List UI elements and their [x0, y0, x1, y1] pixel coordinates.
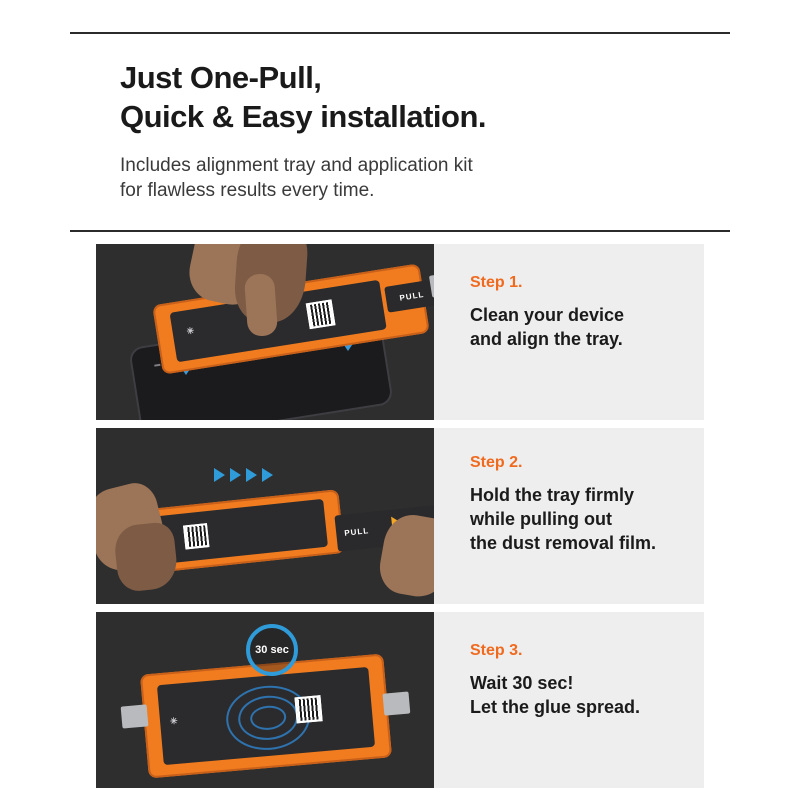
headline-line-1: Just One-Pull,: [120, 60, 322, 95]
arrow-right-icon: [214, 468, 225, 482]
step-label: Step 2.: [470, 454, 523, 471]
qr-code-icon: [183, 523, 209, 549]
arrow-right-icon: [262, 468, 273, 482]
step-1-photo: [96, 244, 434, 420]
step-desc-line-2: Let the glue spread.: [470, 696, 641, 717]
finger-illustration: [244, 273, 278, 337]
step-description: [470, 672, 704, 720]
step-desc-line-2: while pulling out: [470, 508, 612, 529]
hand-illustration: [113, 521, 180, 593]
step-2-photo: [96, 428, 434, 604]
subline-line-1: Includes alignment tray and application kit: [120, 154, 473, 176]
step-description: [470, 484, 704, 556]
qr-code-icon: [294, 695, 322, 723]
timer-icon: [246, 624, 298, 676]
arrow-right-icon: [246, 468, 257, 482]
header-section: [70, 32, 730, 232]
step-desc-line-2: and align the tray.: [470, 328, 623, 349]
timer-label: 30 sec: [255, 644, 289, 656]
step-desc-line-1: Hold the tray firmly: [470, 485, 635, 505]
step-row: [96, 428, 704, 604]
steps-list: [96, 244, 704, 796]
headline-line-2: Quick & Easy installation.: [120, 99, 487, 135]
arrow-right-icon: [230, 468, 241, 482]
step-desc-line-1: Wait 30 sec!: [470, 673, 574, 693]
step-3-text: [434, 612, 704, 788]
step-row: [96, 612, 704, 788]
step-2-text: [434, 428, 704, 604]
film-tab: [383, 691, 411, 715]
page-subtitle: [120, 153, 730, 204]
step-label: Step 1.: [470, 274, 523, 291]
film-tab: [121, 704, 149, 728]
pull-tab: [384, 279, 434, 313]
brand-logo-icon: ✳: [185, 325, 195, 337]
brand-logo-icon: ✳: [169, 715, 179, 727]
step-1-text: [434, 244, 704, 420]
direction-arrows: [214, 468, 278, 482]
pull-tab-label: PULL: [398, 289, 425, 303]
step-desc-line-1: Clean your device: [470, 305, 625, 325]
step-3-photo: [96, 612, 434, 788]
subline-line-2: for flawless results every time.: [120, 180, 375, 202]
qr-code-icon: [306, 299, 336, 329]
step-description: [470, 304, 704, 352]
step-desc-line-3: the dust removal film.: [470, 532, 657, 553]
step-label: Step 3.: [470, 642, 523, 659]
page-title: [120, 58, 730, 137]
step-row: [96, 244, 704, 420]
pull-tab-label: PULL: [343, 525, 370, 538]
